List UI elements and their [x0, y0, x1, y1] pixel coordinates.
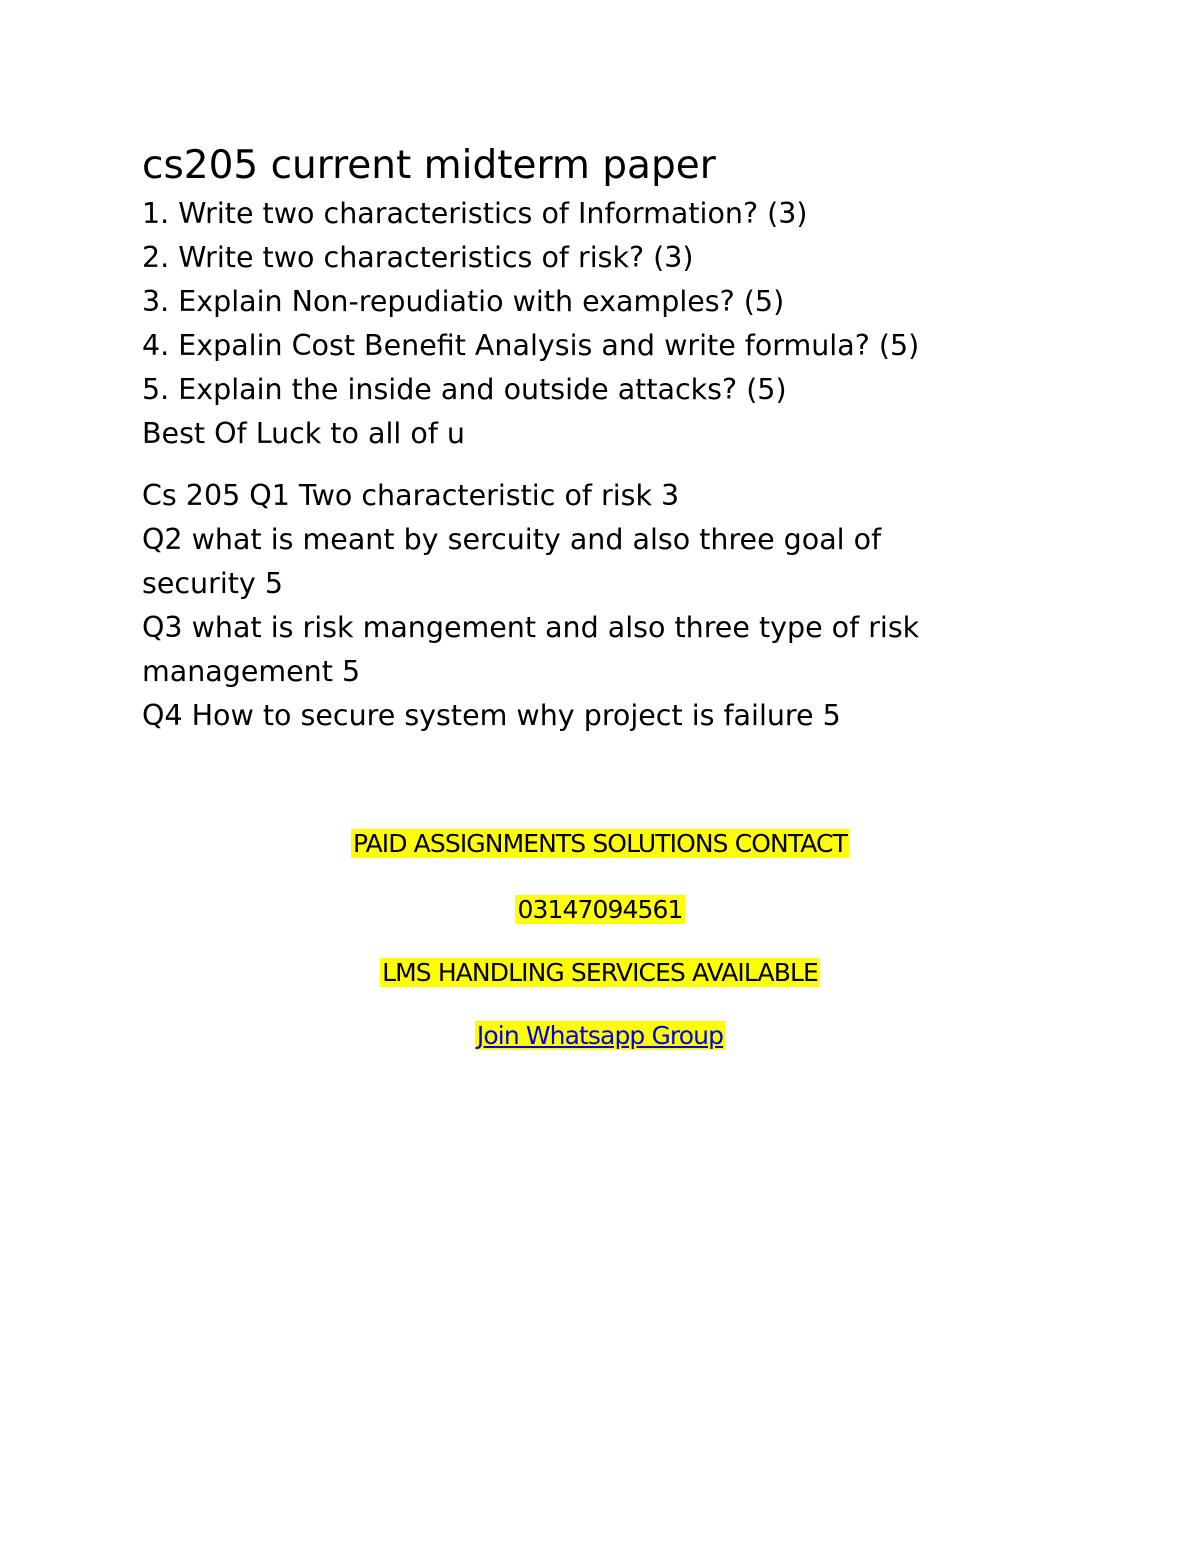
- promo-services: [0, 955, 1200, 991]
- second-paper-line-1: Cs 205 Q1 Two characteristic of risk 3: [142, 479, 680, 512]
- document-body: [142, 140, 1082, 738]
- second-paper-line-2: Q2 what is meant by sercuity and also three goal of: [142, 523, 882, 556]
- second-paper-line-4: Q3 what is risk mangement and also three type of risk: [142, 611, 920, 644]
- question-2: 2. Write two characteristics of risk? (3): [142, 241, 694, 274]
- spacer: [142, 456, 1082, 474]
- promo-link: [0, 1018, 1200, 1054]
- promo-phone-text: 03147094561: [517, 895, 683, 924]
- question-3: 3. Explain Non-repudiatio with examples? (5): [142, 285, 785, 318]
- closing-line: Best Of Luck to all of u: [142, 417, 465, 450]
- page-title: cs205 current midterm paper: [142, 143, 716, 188]
- question-4: 4. Expalin Cost Benefit Analysis and write formula? (5): [142, 329, 920, 362]
- whatsapp-group-link[interactable]: Join Whatsapp Group: [476, 1021, 724, 1050]
- question-5: 5. Explain the inside and outside attacks? (5): [142, 373, 787, 406]
- promo-contact: [0, 826, 1200, 862]
- second-paper-line-3: security 5: [142, 567, 283, 600]
- promo-services-text: LMS HANDLING SERVICES AVAILABLE: [382, 958, 818, 987]
- second-paper-line-5: management 5: [142, 655, 361, 688]
- question-1: 1. Write two characteristics of Information? (3): [142, 197, 808, 230]
- promo-phone: [0, 892, 1200, 928]
- second-paper-line-6: Q4 How to secure system why project is failure 5: [142, 699, 841, 732]
- promo-contact-text: PAID ASSIGNMENTS SOLUTIONS CONTACT: [353, 829, 847, 858]
